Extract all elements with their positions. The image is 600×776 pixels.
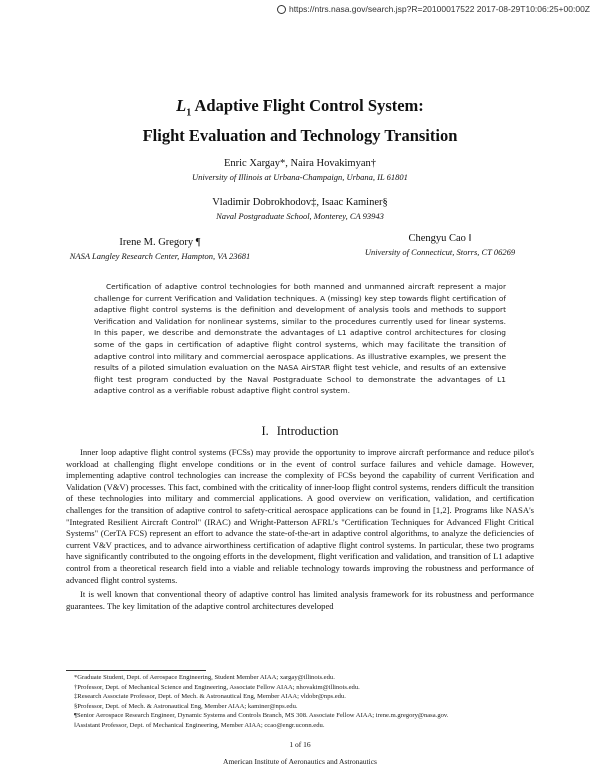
abstract-text: Certification of adaptive control technologies for both manned and unmanned aircraft represent a major challenge for current Verification and Validation techniques. A (missing) key step towards flight certification of adaptive flight control systems is the definition and development of analysis tools and methods to support Verification and Validation for nonlinear systems, similar to the procedures currently used for linear systems. In this paper, we describe and demonstrate the advantages of L1 adaptive control architectures for closing some of the gaps in certification of adaptive flight control systems, which may facilitate the transition of adaptive control into military and commercial aerospace applications. As illustrative examples, we present the results of a piloted simulation evaluation on the NASA AirSTAR flight test vehicle, and results of an extensive flight test program conducted by the Naval Postgraduate School to demonstrate the advantages of L1 adaptive control as a verifiable robust adaptive flight control system. xyxy=(94,282,506,396)
ntrs-banner xyxy=(277,4,590,14)
author-affiliation-row-2: Naval Postgraduate School, Monterey, CA 93943 xyxy=(216,211,384,221)
author-block-2 xyxy=(0,196,600,222)
title-line-1: Adaptive Flight Control System: xyxy=(194,96,424,115)
author-name-gregory: Irene M. Gregory ¶ xyxy=(119,237,201,248)
section-number: I. xyxy=(261,424,269,438)
page-footer: American Institute of Aeronautics and Astronautics xyxy=(223,757,377,766)
section-heading xyxy=(0,424,600,439)
section-title: Introduction xyxy=(276,424,339,438)
footnotes xyxy=(66,673,534,731)
footnote: ¶Senior Aerospace Research Engineer, Dynamic Systems and Controls Branch, MS 308. Associate Fellow AIAA; irene.m.gregory@nasa.gov. xyxy=(74,712,449,720)
footnote: *Graduate Student, Dept. of Aerospace Engineering, Student Member AIAA; xargay@illinois.edu. xyxy=(74,674,335,681)
title-l1-subscript: 1 xyxy=(186,107,192,119)
footnote-rule xyxy=(66,670,206,671)
footnote: ‖Assistant Professor, Dept. of Mechanical Engineering, Member AIAA; ccao@engr.uconn.edu. xyxy=(74,721,325,729)
author-affiliation-gregory: NASA Langley Research Center, Hampton, VA 23681 xyxy=(69,251,251,261)
paper-title xyxy=(0,94,600,147)
author-names-row-1: Enric Xargay*, Naira Hovakimyan† xyxy=(223,158,376,169)
body-paragraph-1: Inner loop adaptive flight control systems (FCSs) may provide the opportunity to improve aircraft performance and reduce pilot's workload at challenging flight envelope conditions or in the event of control surface failures and vehicle damage. However, implementing adaptive control technologies can increase the complexity of FCSs beyond the capability of current Verification and Validation (V&V) processes. This fact, combined with the criticality of inner-loop flight control systems, renders difficult the transition of these technologies into military and commercial applications. A good overview on verification, validation, and certification challenges for the transition of adaptive control to safety-critical aerospace applications can be found in [1,2]. Programs like NASA's "Integrated Resilient Aircraft Control" (IRAC) and Wright-Patterson AFRL's "Certification Techniques for Advanced Flight Critical Systems" (CerTA FCS) represent an effort to advance the state-of-the-art in adaptive control algorithms, to analyze the deficiencies of current V&V practices, and to advance airworthiness certification of adaptive flight control systems. In particular, these two programs have significantly contributed to the ongoing efforts in the development, flight verification and validation, and transition of L1 adaptive control from a theoretical research field into a viable and reliable technology towards improving the robustness and performance of advanced flight control systems. xyxy=(66,447,534,585)
author-name-cao: Chengyu Cao ‖ xyxy=(408,233,472,244)
footnote: ‡Research Associate Professor, Dept. of Mech. & Astronautical Eng, Member AIAA; vldobr@nps.edu. xyxy=(74,693,346,701)
ntrs-banner-text: https://ntrs.nasa.gov/search.jsp?R=20100017522 2017-08-29T10:06:25+00:00Z xyxy=(288,4,590,14)
author-block-left xyxy=(40,236,280,262)
author-affiliation-row-1: University of Illinois at Urbana-Champaign, Urbana, IL 61801 xyxy=(192,172,408,182)
author-block-right xyxy=(320,232,560,258)
footnote: §Professor, Dept. of Mech. & Astronautical Eng, Member AIAA; kaminer@nps.edu. xyxy=(74,702,298,710)
body-paragraph-2: It is well known that conventional theory of adaptive control has limited analysis framework for its robustness and performance guarantees. The key limitation of the adaptive control architectures developed xyxy=(66,589,534,611)
globe-icon xyxy=(277,5,286,14)
author-names-row-2: Vladimir Dobrokhodov‡, Isaac Kaminer§ xyxy=(212,197,388,208)
title-line-2: Flight Evaluation and Technology Transition xyxy=(142,126,458,146)
body-text xyxy=(66,447,534,612)
footnote: †Professor, Dept. of Mechanical Science and Engineering, Associate Fellow AIAA; nhovakim@illinois.edu. xyxy=(74,683,360,691)
author-block-1 xyxy=(0,157,600,183)
abstract xyxy=(94,281,506,397)
title-l1-symbol: L xyxy=(176,96,187,115)
page-number: 1 of 16 xyxy=(289,740,311,749)
author-affiliation-cao: University of Connecticut, Storrs, CT 06269 xyxy=(364,247,516,257)
